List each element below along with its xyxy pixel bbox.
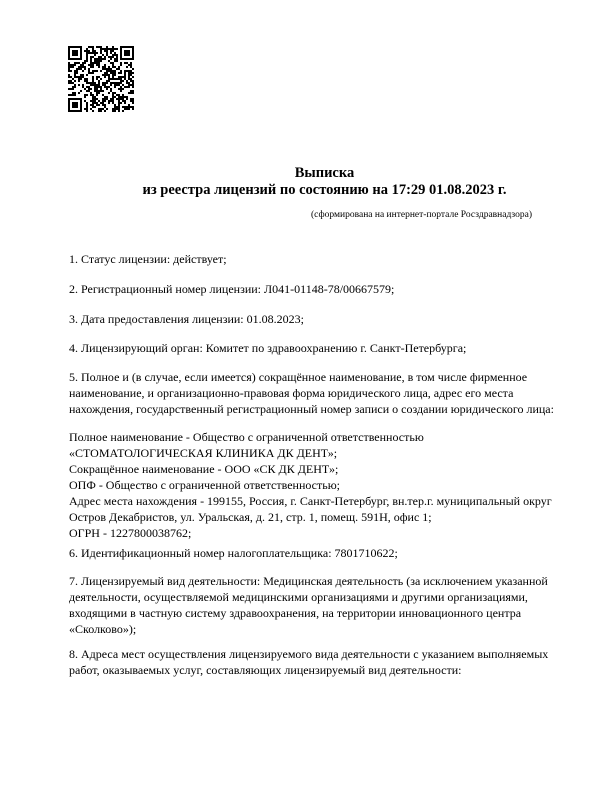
paragraph-line: работ, оказываемых услуг, составляющих лицензируемый вид деятельности: <box>69 663 462 677</box>
paragraph-line: 8. Адреса мест осуществления лицензируемого вида деятельности с указанием выполняемых <box>69 647 549 661</box>
paragraph-line: Сокращённое наименование - ООО «СК ДК ДЕНТ»; <box>69 462 339 476</box>
paragraph-line: Остров Декабристов, ул. Уральская, д. 21, стр. 1, помещ. 591Н, офис 1; <box>69 510 432 524</box>
taxpayer-id: 6. Идентификационный номер налогоплательщика: 7801710622; <box>69 546 398 560</box>
item-7-paragraph <box>69 573 548 637</box>
paragraph-line: ОПФ - Общество с ограниченной ответственностью; <box>69 478 341 492</box>
item-5-paragraph <box>69 369 554 417</box>
licensing-authority: 4. Лицензирующий орган: Комитет по здравоохранению г. Санкт-Петербурга; <box>69 341 467 355</box>
paragraph-line: 5. Полное и (в случае, если имеется) сокращённое наименование, в том числе фирменное <box>69 370 528 384</box>
document-subtitle: из реестра лицензий по состоянию на 17:29 01.08.2023 г. <box>142 182 507 198</box>
registration-number: 2. Регистрационный номер лицензии: Л041-01148-78/00667579; <box>69 282 395 296</box>
document-title: Выписка <box>294 165 355 181</box>
paragraph-line: нахождения, государственный регистрационный номер записи о создании юридического лица: <box>69 402 554 416</box>
paragraph-line: «Сколково»); <box>69 622 137 636</box>
organization-details <box>69 429 552 541</box>
paragraph-line: Полное наименование - Общество с ограниченной ответственностью <box>69 430 424 444</box>
paragraph-line: деятельности, осуществляемой медицинскими организациями и другими организациями, <box>69 590 528 604</box>
license-status: 1. Статус лицензии: действует; <box>69 252 227 266</box>
paragraph-line: входящими в частную систему здравоохранения, на территории инновационного центра <box>69 606 522 620</box>
source-note: (сформирована на интернет-портале Росздравнадзора) <box>311 210 532 220</box>
qr-code-icon <box>68 46 134 112</box>
paragraph-line: 7. Лицензируемый вид деятельности: Медицинская деятельность (за исключением указанной <box>69 574 548 588</box>
item-8-paragraph <box>69 646 548 678</box>
paragraph-line: Адрес места нахождения - 199155, Россия, г. Санкт-Петербург, вн.тер.г. муниципальный округ <box>69 494 552 508</box>
paragraph-line: «СТОМАТОЛОГИЧЕСКАЯ КЛИНИКА ДК ДЕНТ»; <box>69 446 338 460</box>
paragraph-line: ОГРН - 1227800038762; <box>69 526 192 540</box>
paragraph-line: наименование, и организационно-правовая форма юридического лица, адрес его места <box>69 386 514 400</box>
issue-date: 3. Дата предоставления лицензии: 01.08.2023; <box>69 312 304 326</box>
